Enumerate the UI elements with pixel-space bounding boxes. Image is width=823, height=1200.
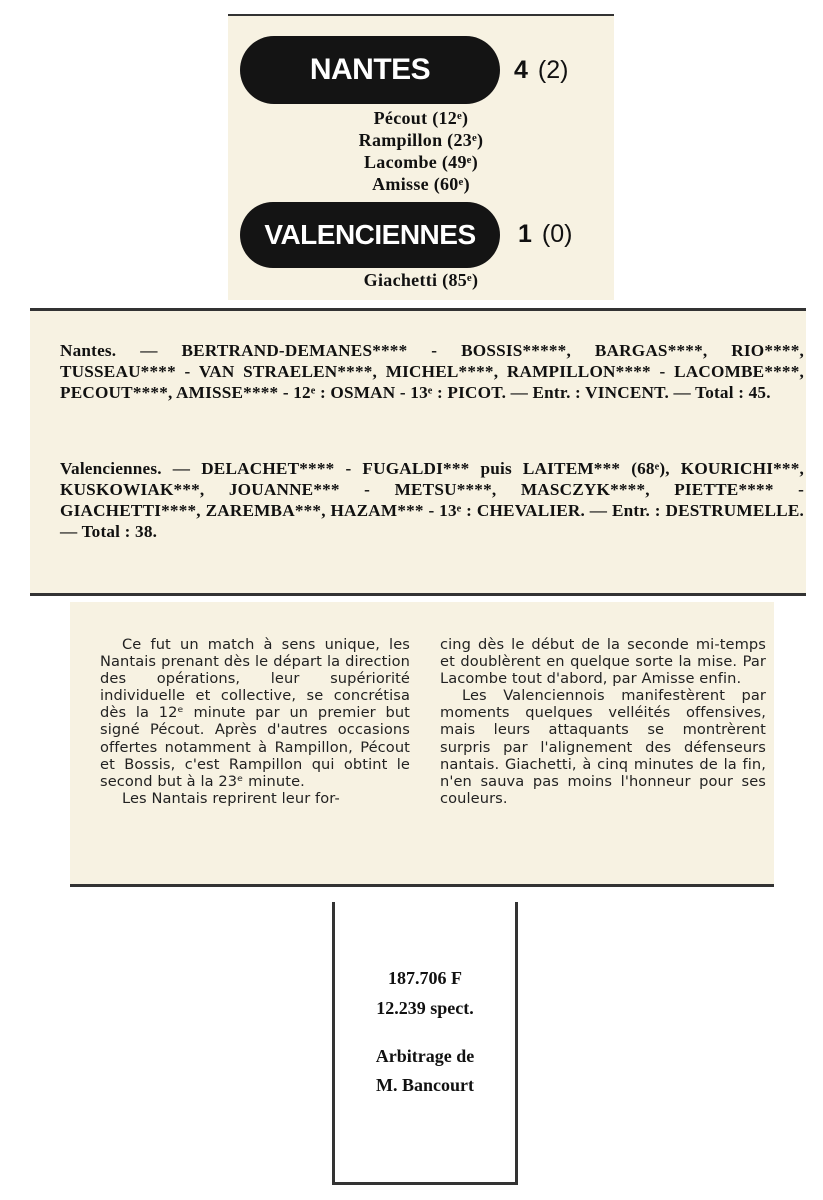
match-info-box	[332, 892, 518, 1186]
home-score	[514, 56, 568, 85]
report-paragraph: Les Nantais reprirent leur for-	[122, 789, 340, 807]
away-halftime-score: (0)	[541, 220, 573, 248]
team-compositions	[30, 308, 806, 596]
referee-name: M. Bancourt	[376, 1075, 474, 1095]
home-halftime-score: (2)	[537, 56, 569, 84]
score-card-top-rule	[228, 14, 614, 16]
compositions-bottom-rule	[30, 593, 806, 596]
home-team-name: NANTES	[240, 36, 500, 104]
report-paragraph: Ce fut un match à sens unique, les Nantais prenant dès le départ la direction des opérations, leur supériorité individuelle et collective, se concrétisa dès la 12ᵉ minute par un premier but signé Pécout. Après d'autres occasions offertes notamment à Rampillon, Pécout et Bossis, c'est Rampillon qui obtint le second but à la 23ᵉ minute.	[100, 636, 410, 790]
home-final-score: 4	[514, 56, 528, 84]
gate-receipts: 187.706 F	[388, 968, 462, 988]
report-paragraph: Les Valenciennois manifestèrent par moments quelques velléités offensives, mais leurs attaquants se montrèrent surpris par l'alignement des défenseurs nantais. Giachetti, à cinq minutes de la fin, n'en sauva pas moins l'honneur pour ses couleurs.	[440, 687, 766, 807]
referee-label: Arbitrage de	[375, 1046, 475, 1066]
home-scorer: Lacombe (49ᵉ)	[363, 152, 479, 172]
spectator-count: 12.239 spect.	[376, 998, 474, 1018]
away-team-name: VALENCIENNES	[240, 202, 500, 268]
home-scorer: Pécout (12ᵉ)	[373, 108, 469, 128]
score-card	[228, 14, 614, 300]
report-column-2	[440, 636, 766, 807]
nantes-lineup: Nantes. — BERTRAND-DEMANES**** - BOSSIS*****, BARGAS****, RIO****, TUSSEAU**** - VAN STRAELEN****, MICHEL****, RAMPILLON**** - LACOMBE****, PECOUT****, AMISSE**** - 12ᵉ : OSMAN - 13ᵉ : PICOT. — Entr. : VINCENT. — Total : 45.	[60, 341, 804, 402]
compositions-top-rule	[30, 308, 806, 311]
info-box-bottom-rule	[332, 1182, 518, 1185]
away-final-score: 1	[518, 220, 532, 248]
home-scorer: Rampillon (23ᵉ)	[358, 130, 484, 150]
match-report	[70, 602, 774, 887]
report-bottom-rule	[70, 884, 774, 887]
report-paragraph: cing dès le début de la seconde mi-temps et doublèrent en quelque sorte la mise. Par Lacombe tout d'abord, par Amisse enfin.	[440, 636, 766, 688]
report-column-1	[100, 636, 410, 807]
home-scorer: Amisse (60ᵉ)	[372, 174, 470, 194]
away-scorer: Giachetti (85ᵉ)	[363, 270, 479, 290]
away-score	[518, 220, 572, 249]
info-box-right-rule	[515, 902, 518, 1182]
valenciennes-lineup: Valenciennes. — DELACHET**** - FUGALDI*** puis LAITEM*** (68ᵉ), KOURICHI***, KUSKOWIAK***, JOUANNE*** - METSU****, MASCZYK****, PIETTE**** - GIACHETTI****, ZAREMBA***, HAZAM*** - 13ᵉ : CHEVALIER. — Entr. : DESTRUMELLE. — Total : 38.	[60, 459, 804, 541]
info-box-left-rule	[332, 902, 335, 1182]
